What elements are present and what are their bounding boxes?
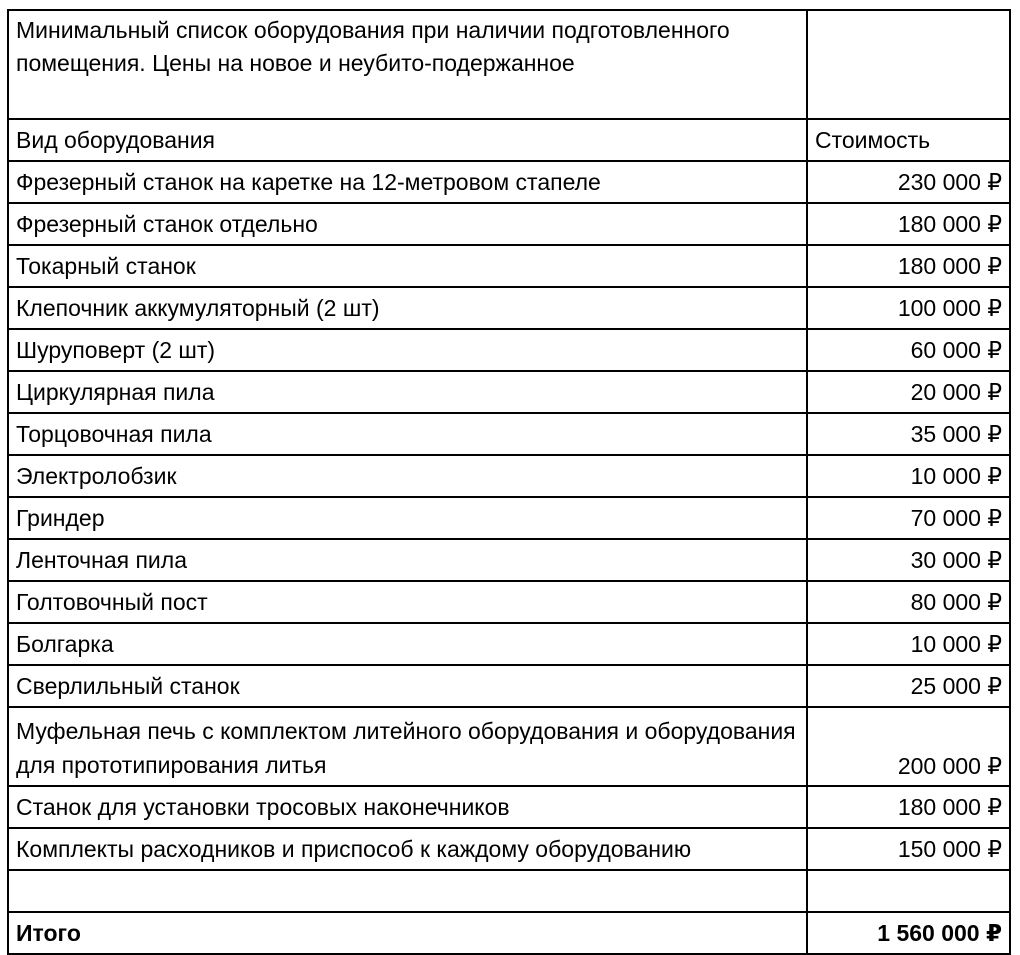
- item-cost: 180 000 ₽: [807, 245, 1010, 287]
- table-row: [8, 786, 1010, 828]
- table-row: [8, 329, 1010, 371]
- total-cost: 1 560 000 ₽: [807, 912, 1010, 954]
- item-cost: 180 000 ₽: [807, 203, 1010, 245]
- empty-cell: [807, 870, 1010, 912]
- table-row: [8, 581, 1010, 623]
- title-empty-cell: [807, 10, 1010, 119]
- table-title: Минимальный список оборудования при наличии подготовленного помещения. Цены на новое и неубито-подержанное: [8, 10, 807, 119]
- item-cost: 30 000 ₽: [807, 539, 1010, 581]
- item-name: Болгарка: [8, 623, 807, 665]
- item-cost: 10 000 ₽: [807, 455, 1010, 497]
- header-row: [8, 119, 1010, 161]
- item-name: Муфельная печь с комплектом литейного оборудования и оборудования для прототипирования литья: [8, 707, 807, 786]
- item-cost: 200 000 ₽: [807, 707, 1010, 786]
- item-cost: 230 000 ₽: [807, 161, 1010, 203]
- table-row: [8, 245, 1010, 287]
- item-cost: 60 000 ₽: [807, 329, 1010, 371]
- item-name: Шуруповерт (2 шт): [8, 329, 807, 371]
- empty-cell: [8, 870, 807, 912]
- item-name: Комплекты расходников и приспособ к каждому оборудованию: [8, 828, 807, 870]
- item-name: Станок для установки тросовых наконечников: [8, 786, 807, 828]
- item-cost: 100 000 ₽: [807, 287, 1010, 329]
- item-name: Ленточная пила: [8, 539, 807, 581]
- item-cost: 70 000 ₽: [807, 497, 1010, 539]
- item-name: Циркулярная пила: [8, 371, 807, 413]
- item-cost: 10 000 ₽: [807, 623, 1010, 665]
- item-name: Фрезерный станок на каретке на 12-метровом стапеле: [8, 161, 807, 203]
- table-row: [8, 623, 1010, 665]
- item-cost: 25 000 ₽: [807, 665, 1010, 707]
- item-cost: 35 000 ₽: [807, 413, 1010, 455]
- title-row: [8, 10, 1010, 119]
- table-row: [8, 707, 1010, 786]
- table-row: [8, 497, 1010, 539]
- table-row: [8, 665, 1010, 707]
- item-cost: 180 000 ₽: [807, 786, 1010, 828]
- item-name: Токарный станок: [8, 245, 807, 287]
- item-name: Клепочник аккумуляторный (2 шт): [8, 287, 807, 329]
- table-row: [8, 828, 1010, 870]
- table-row: [8, 203, 1010, 245]
- header-name: Вид оборудования: [8, 119, 807, 161]
- item-name: Голтовочный пост: [8, 581, 807, 623]
- table-row: [8, 287, 1010, 329]
- total-row: [8, 912, 1010, 954]
- item-name: Фрезерный станок отдельно: [8, 203, 807, 245]
- table-row: [8, 371, 1010, 413]
- item-cost: 80 000 ₽: [807, 581, 1010, 623]
- empty-row: [8, 870, 1010, 912]
- table-row: [8, 161, 1010, 203]
- item-name: Электролобзик: [8, 455, 807, 497]
- equipment-table: [7, 9, 1011, 955]
- table-row: [8, 413, 1010, 455]
- item-name: Гриндер: [8, 497, 807, 539]
- header-cost: Стоимость: [807, 119, 1010, 161]
- item-name: Сверлильный станок: [8, 665, 807, 707]
- item-cost: 20 000 ₽: [807, 371, 1010, 413]
- item-name: Торцовочная пила: [8, 413, 807, 455]
- item-cost: 150 000 ₽: [807, 828, 1010, 870]
- table-row: [8, 539, 1010, 581]
- table-row: [8, 455, 1010, 497]
- total-label: Итого: [8, 912, 807, 954]
